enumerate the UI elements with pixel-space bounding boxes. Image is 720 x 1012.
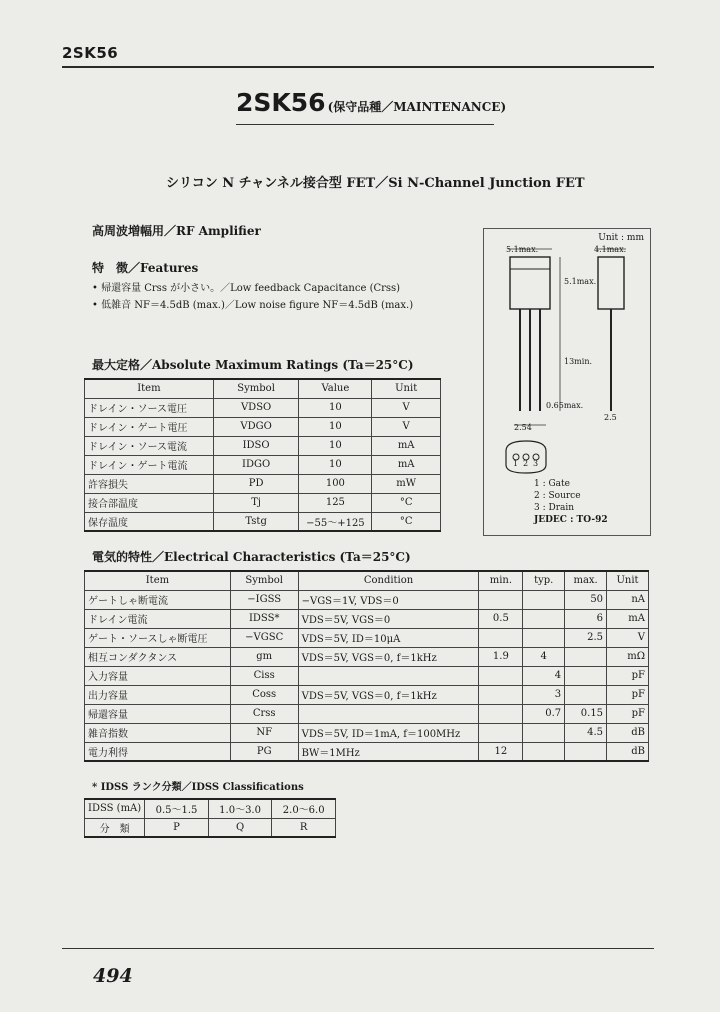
title-model: 2SK56 [236, 88, 326, 117]
feature-item: • 低雑音 NF＝4.5dB (max.)／Low noise figure NF＝4.5dB (max.) [92, 300, 414, 311]
column-header: Value [299, 379, 372, 398]
abs-max-table [84, 378, 441, 532]
dim-label: 4.1max. [594, 245, 627, 254]
table-row: 電力利得 PG BW＝1MHz 12 dB [85, 742, 649, 761]
table-row: 保存温度 Tstg −55〜+125 °C [85, 512, 441, 531]
table-row: ドレイン電流 IDSS* VDS＝5V, VGS＝0 0.5 6 mA [85, 609, 649, 628]
side-body [598, 257, 624, 309]
feature-item: • 帰還容量 Crss が小さい。／Low feedback Capacitance (Crss) [92, 283, 401, 294]
table-row: 分 類 P Q R [85, 818, 336, 837]
column-header: Unit [607, 571, 649, 590]
table-row: ゲートしゃ断電流 −IGSS −VGS＝1V, VDS＝0 50 nA [85, 590, 649, 609]
table-row: ドレイン・ゲート電流 IDGO 10 mA [85, 455, 441, 474]
table-row: 許容損失 PD 100 mW [85, 474, 441, 493]
header-rule [62, 66, 654, 68]
classification-heading: * IDSS ランク分類／IDSS Classifications [92, 782, 304, 793]
table-row: ゲート・ソースしゃ断電圧 −VGSC VDS＝5V, ID＝10μA 2.5 V [85, 628, 649, 647]
pin-number: 2 [523, 459, 529, 468]
table-row: ドレイン・ソース電流 IDSO 10 mA [85, 436, 441, 455]
pin-label: 1 : Gate [534, 479, 570, 489]
column-header: Symbol [213, 379, 299, 398]
dim-label: 13min. [564, 357, 593, 366]
title-rule [236, 124, 494, 125]
front-body [510, 257, 550, 309]
device-subtitle: シリコン N チャンネル接合型 FET／Si N-Channel Junction FET [166, 176, 585, 191]
table-row: 接合部温度 Tj 125 °C [85, 493, 441, 512]
package-drawing [483, 228, 651, 536]
column-header: Symbol [230, 571, 298, 590]
elec-heading: 電気的特性／Electrical Characteristics (Ta＝25°C) [92, 550, 411, 564]
column-header: Unit [372, 379, 441, 398]
dim-label: 0.65max. [546, 401, 584, 410]
page-title [236, 88, 506, 117]
column-header: typ. [523, 571, 565, 590]
pin-number: 3 [533, 459, 539, 468]
table-row: 雑音指数 NF VDS＝5V, ID＝1mA, f＝100MHz 4.5 dB [85, 723, 649, 742]
jedec-label: JEDEC : TO-92 [534, 515, 608, 525]
dim-label: 5.1max. [506, 245, 539, 254]
column-header: max. [565, 571, 607, 590]
bottom-view [506, 441, 546, 473]
row-label: 分 類 [85, 818, 145, 837]
header-model: 2SK56 [62, 44, 119, 62]
table-row: ドレイン・ソース電圧 VDSO 10 V [85, 398, 441, 417]
pin-label: 3 : Drain [534, 503, 575, 513]
column-header: min. [479, 571, 523, 590]
table-row: ドレイン・ゲート電圧 VDGO 10 V [85, 417, 441, 436]
dim-label: 2.54 [514, 423, 532, 432]
dim-label: 5.1max. [564, 277, 597, 286]
column-header: Item [85, 379, 214, 398]
elec-table [84, 570, 649, 762]
column-header: Item [85, 571, 231, 590]
application-heading: 高周波増幅用／RF Amplifier [92, 224, 261, 238]
abs-max-heading: 最大定格／Absolute Maximum Ratings (Ta＝25°C) [92, 358, 414, 372]
table-row: 入力容量 Ciss 4 pF [85, 666, 649, 685]
dim-label: 2.5 [604, 413, 617, 422]
title-maintenance-note: (保守品種／MAINTENANCE) [327, 100, 507, 114]
footer-rule [62, 948, 654, 949]
row-label: IDSS (mA) [85, 799, 145, 818]
column-header: Condition [298, 571, 479, 590]
pin-number: 1 [513, 459, 519, 468]
table-row: 相互コンダクタンス gm VDS＝5V, VGS＝0, f＝1kHz 1.9 4 mΩ [85, 647, 649, 666]
table-row: 出力容量 Coss VDS＝5V, VGS＝0, f＝1kHz 3 pF [85, 685, 649, 704]
page-number: 494 [93, 965, 133, 987]
pin-label: 2 : Source [534, 491, 581, 501]
unit-label: Unit : mm [598, 233, 644, 243]
features-heading: 特 徴／Features [92, 261, 199, 275]
table-row: 帰還容量 Crss 0.7 0.15 pF [85, 704, 649, 723]
classification-table: IDSS (mA) 0.5〜1.5 1.0〜3.0 2.0〜6.0 分 類 P Q R [84, 798, 336, 838]
